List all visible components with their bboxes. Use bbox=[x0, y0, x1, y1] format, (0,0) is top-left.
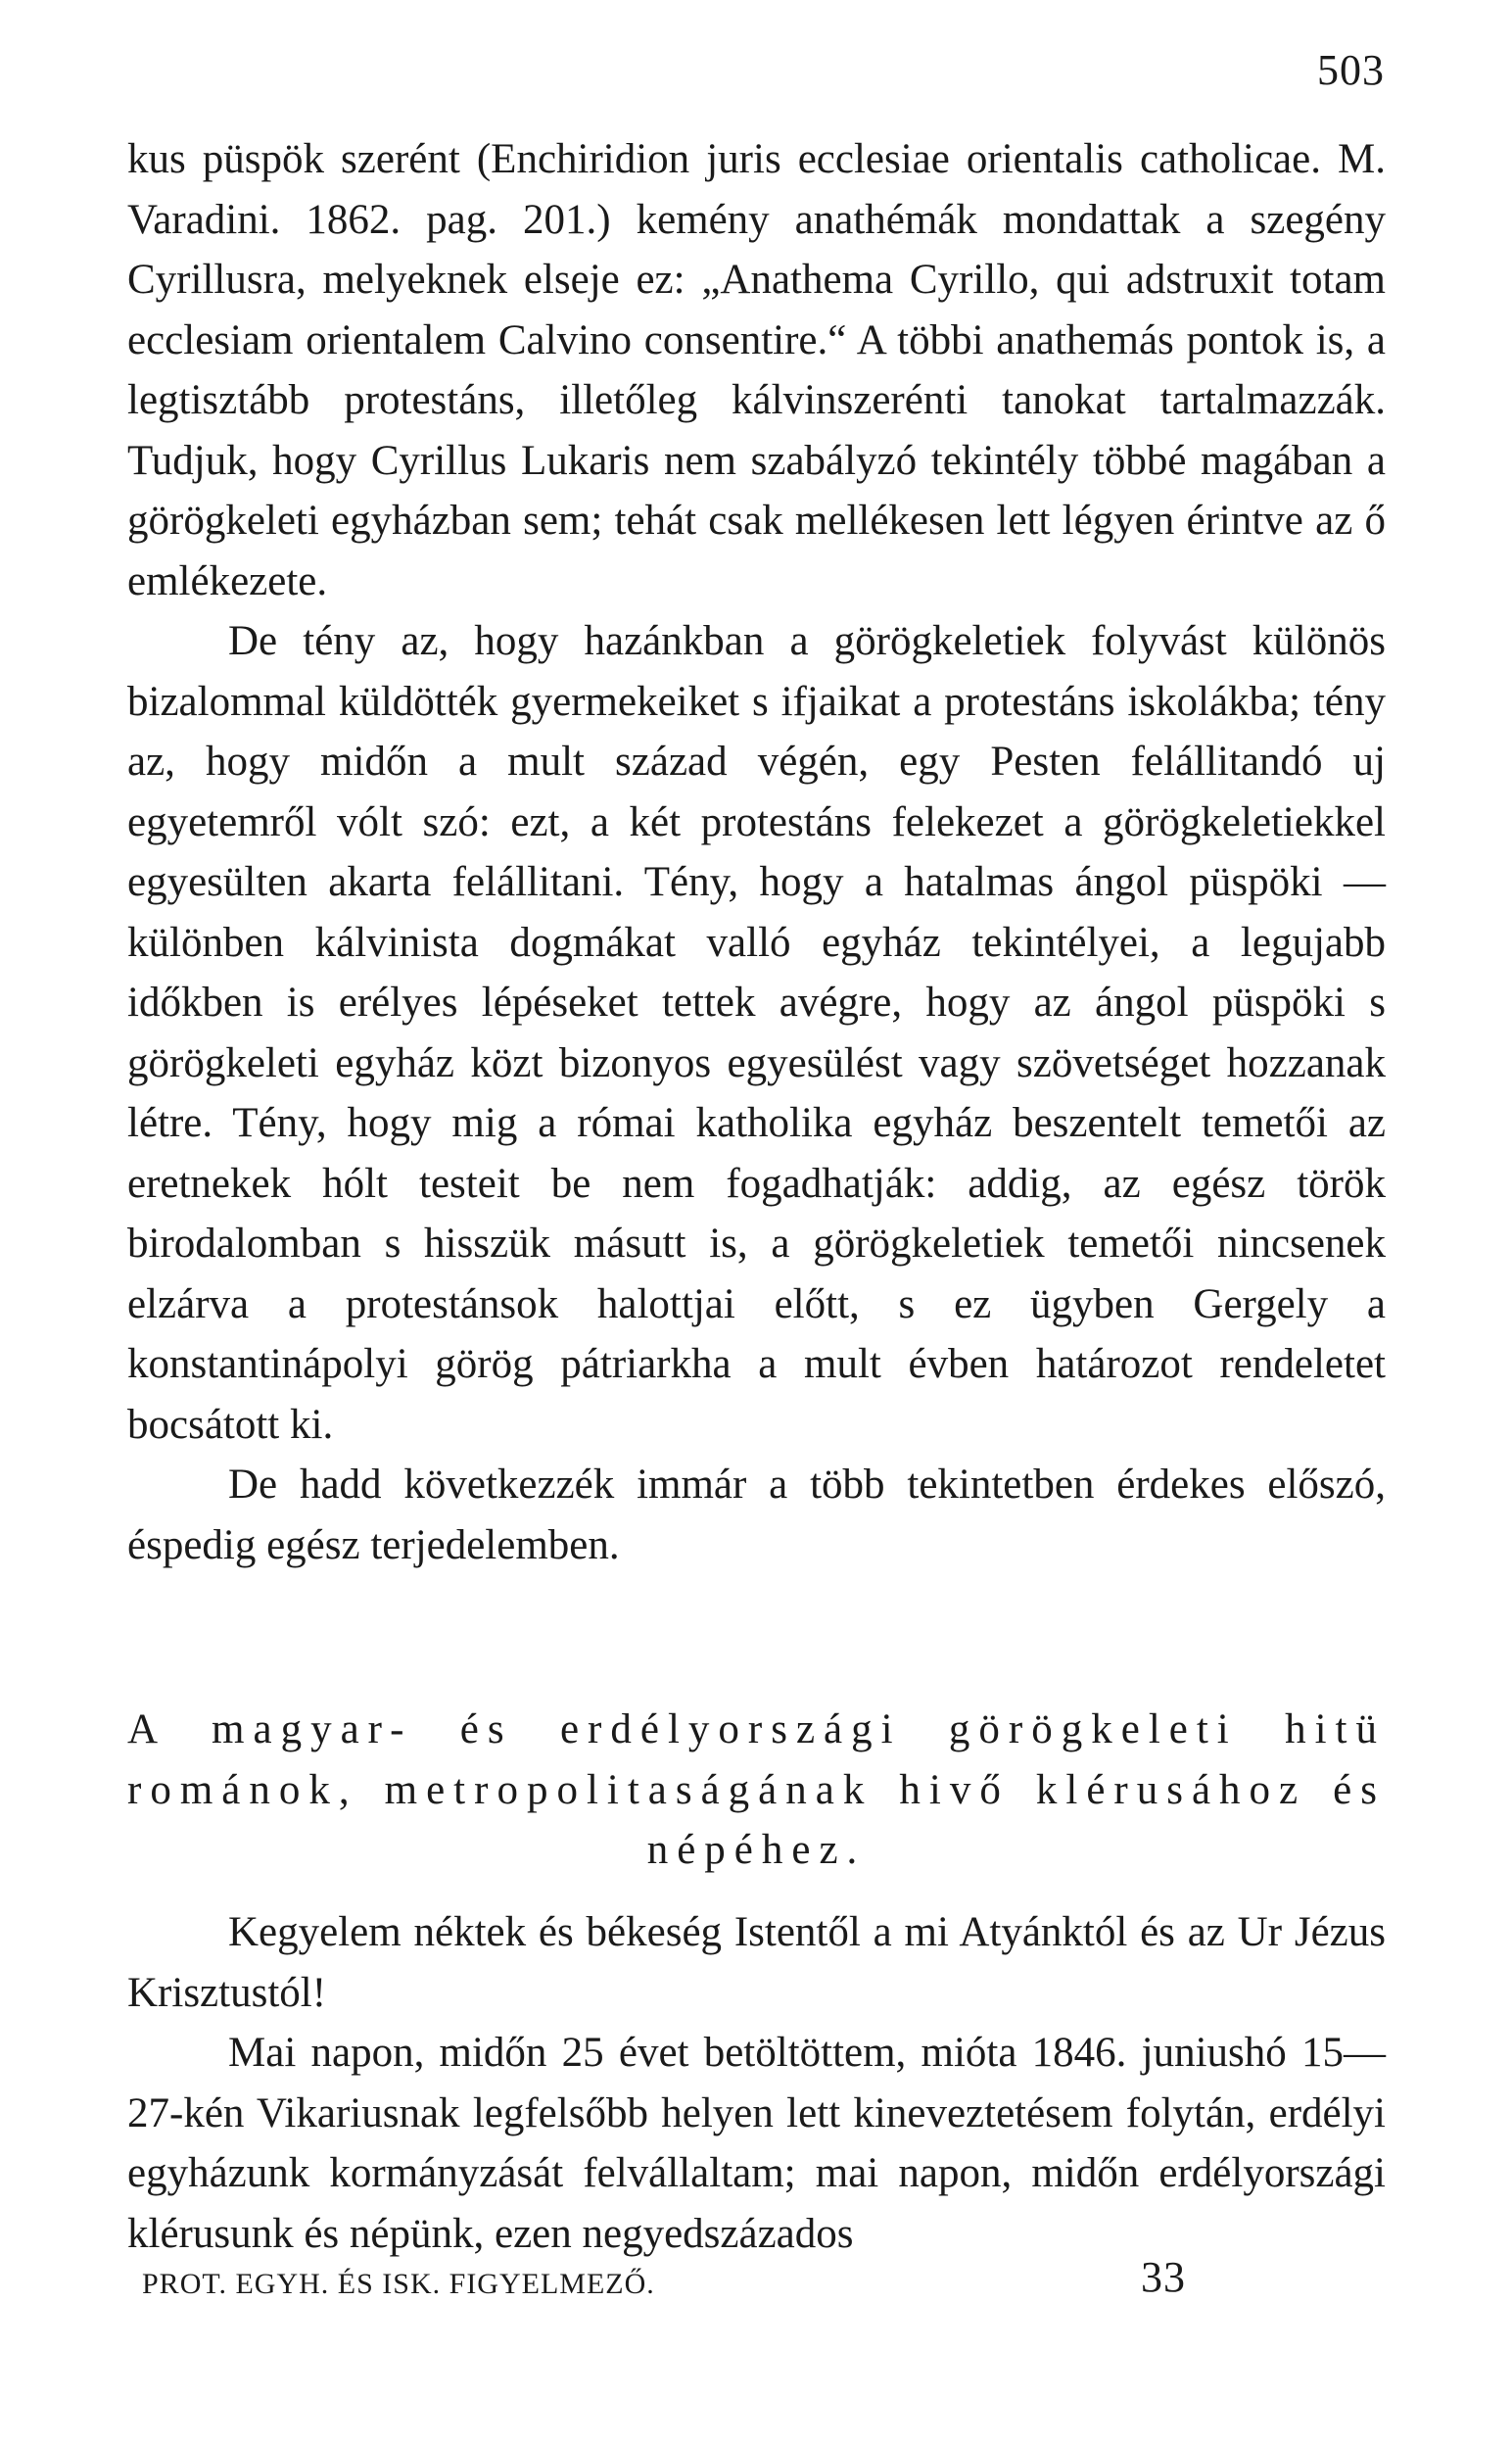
letter-paragraph: Mai napon, midőn 25 évet betöltöttem, mióta 1846. juniushó 15—27-kén Vikariusnak legfelsőbb helyen lett kineveztetésem folytán, erdélyi egyházunk kormányzását felvállaltam; mai napon, midőn erdélyországi klérusunk és népünk, ezen negyedszázados bbox=[127, 2030, 1386, 2257]
journal-title: PROT. EGYH. ÉS ISK. FIGYELMEZŐ. bbox=[142, 2268, 655, 2300]
letter-heading: A magyar- és erdélyországi görögkeleti hitü románok, metropolitaságának hivő klérusához és népéhez. bbox=[127, 1706, 1386, 1873]
page-footer bbox=[142, 2253, 1200, 2301]
paragraph-2: De tény az, hogy hazánkban a görögkeletiek folyvást különös bizalommal küldötték gyermekeiket s ifjaikat a protestáns iskolákba; tény az, hogy midőn a mult század végén, egy Pesten felállitandó uj egyetemről vólt szó: ezt, a két protestáns felekezet a görögkeletiekkel egyesülten akarta felállitani. Tény, hogy a hatalmas ángol püspöki — különben kálvinista dogmákat valló egyház tekintélyei, a legujabb időkben is erélyes lépéseket tettek avégre, hogy az ángol püspöki s görögkeleti egyház közt bizonyos egyesülést vagy szövetséget hozzanak létre. Tény, hogy mig a római katholika egyház beszentelt temetői az eretnekek hólt testeit be nem fogadhatják: addig, az egész török birodalomban s hisszük másutt is, a görögkeletiek temetői nincsenek elzárva a protestánsok halottjai előtt, s ez ügyben Gergely a konstantinápolyi görög pátriarkha a mult évben határozot rendeletet bocsátott ki. bbox=[127, 618, 1386, 1448]
paragraph-3: De hadd következzék immár a több tekintetben érdekes előszó, éspedig egész terjedelemben. bbox=[127, 1462, 1386, 1568]
letter-body bbox=[127, 1902, 1386, 2264]
body-text bbox=[127, 129, 1386, 1575]
paragraph-1: kus püspök szerént (Enchiridion juris ecclesiae orientalis catholicae. M. Varadini. 1862. pag. 201.) kemény anathémák mondattak a szegény Cyrillusra, melyeknek elseje ez: „Anathema Cyrillo, qui adstruxit totam ecclesiam orientalem Calvino consentire.“ A többi anathemás pontok is, a legtisztább protestáns, illetőleg kálvinszerénti tanokat tartalmazzák. Tudjuk, hogy Cyrillus Lukaris nem szabályzó tekintély többé magában a görögkeleti egyházban sem; tehát csak mellékesen lett légyen érintve az ő emlékezete. bbox=[127, 136, 1386, 604]
signature-number: 33 bbox=[1141, 2253, 1186, 2301]
page-number: 503 bbox=[1317, 46, 1385, 94]
letter-greeting: Kegyelem néktek és békeség Istentől a mi Atyánktól és az Ur Jézus Krisztustól! bbox=[127, 1909, 1386, 2016]
